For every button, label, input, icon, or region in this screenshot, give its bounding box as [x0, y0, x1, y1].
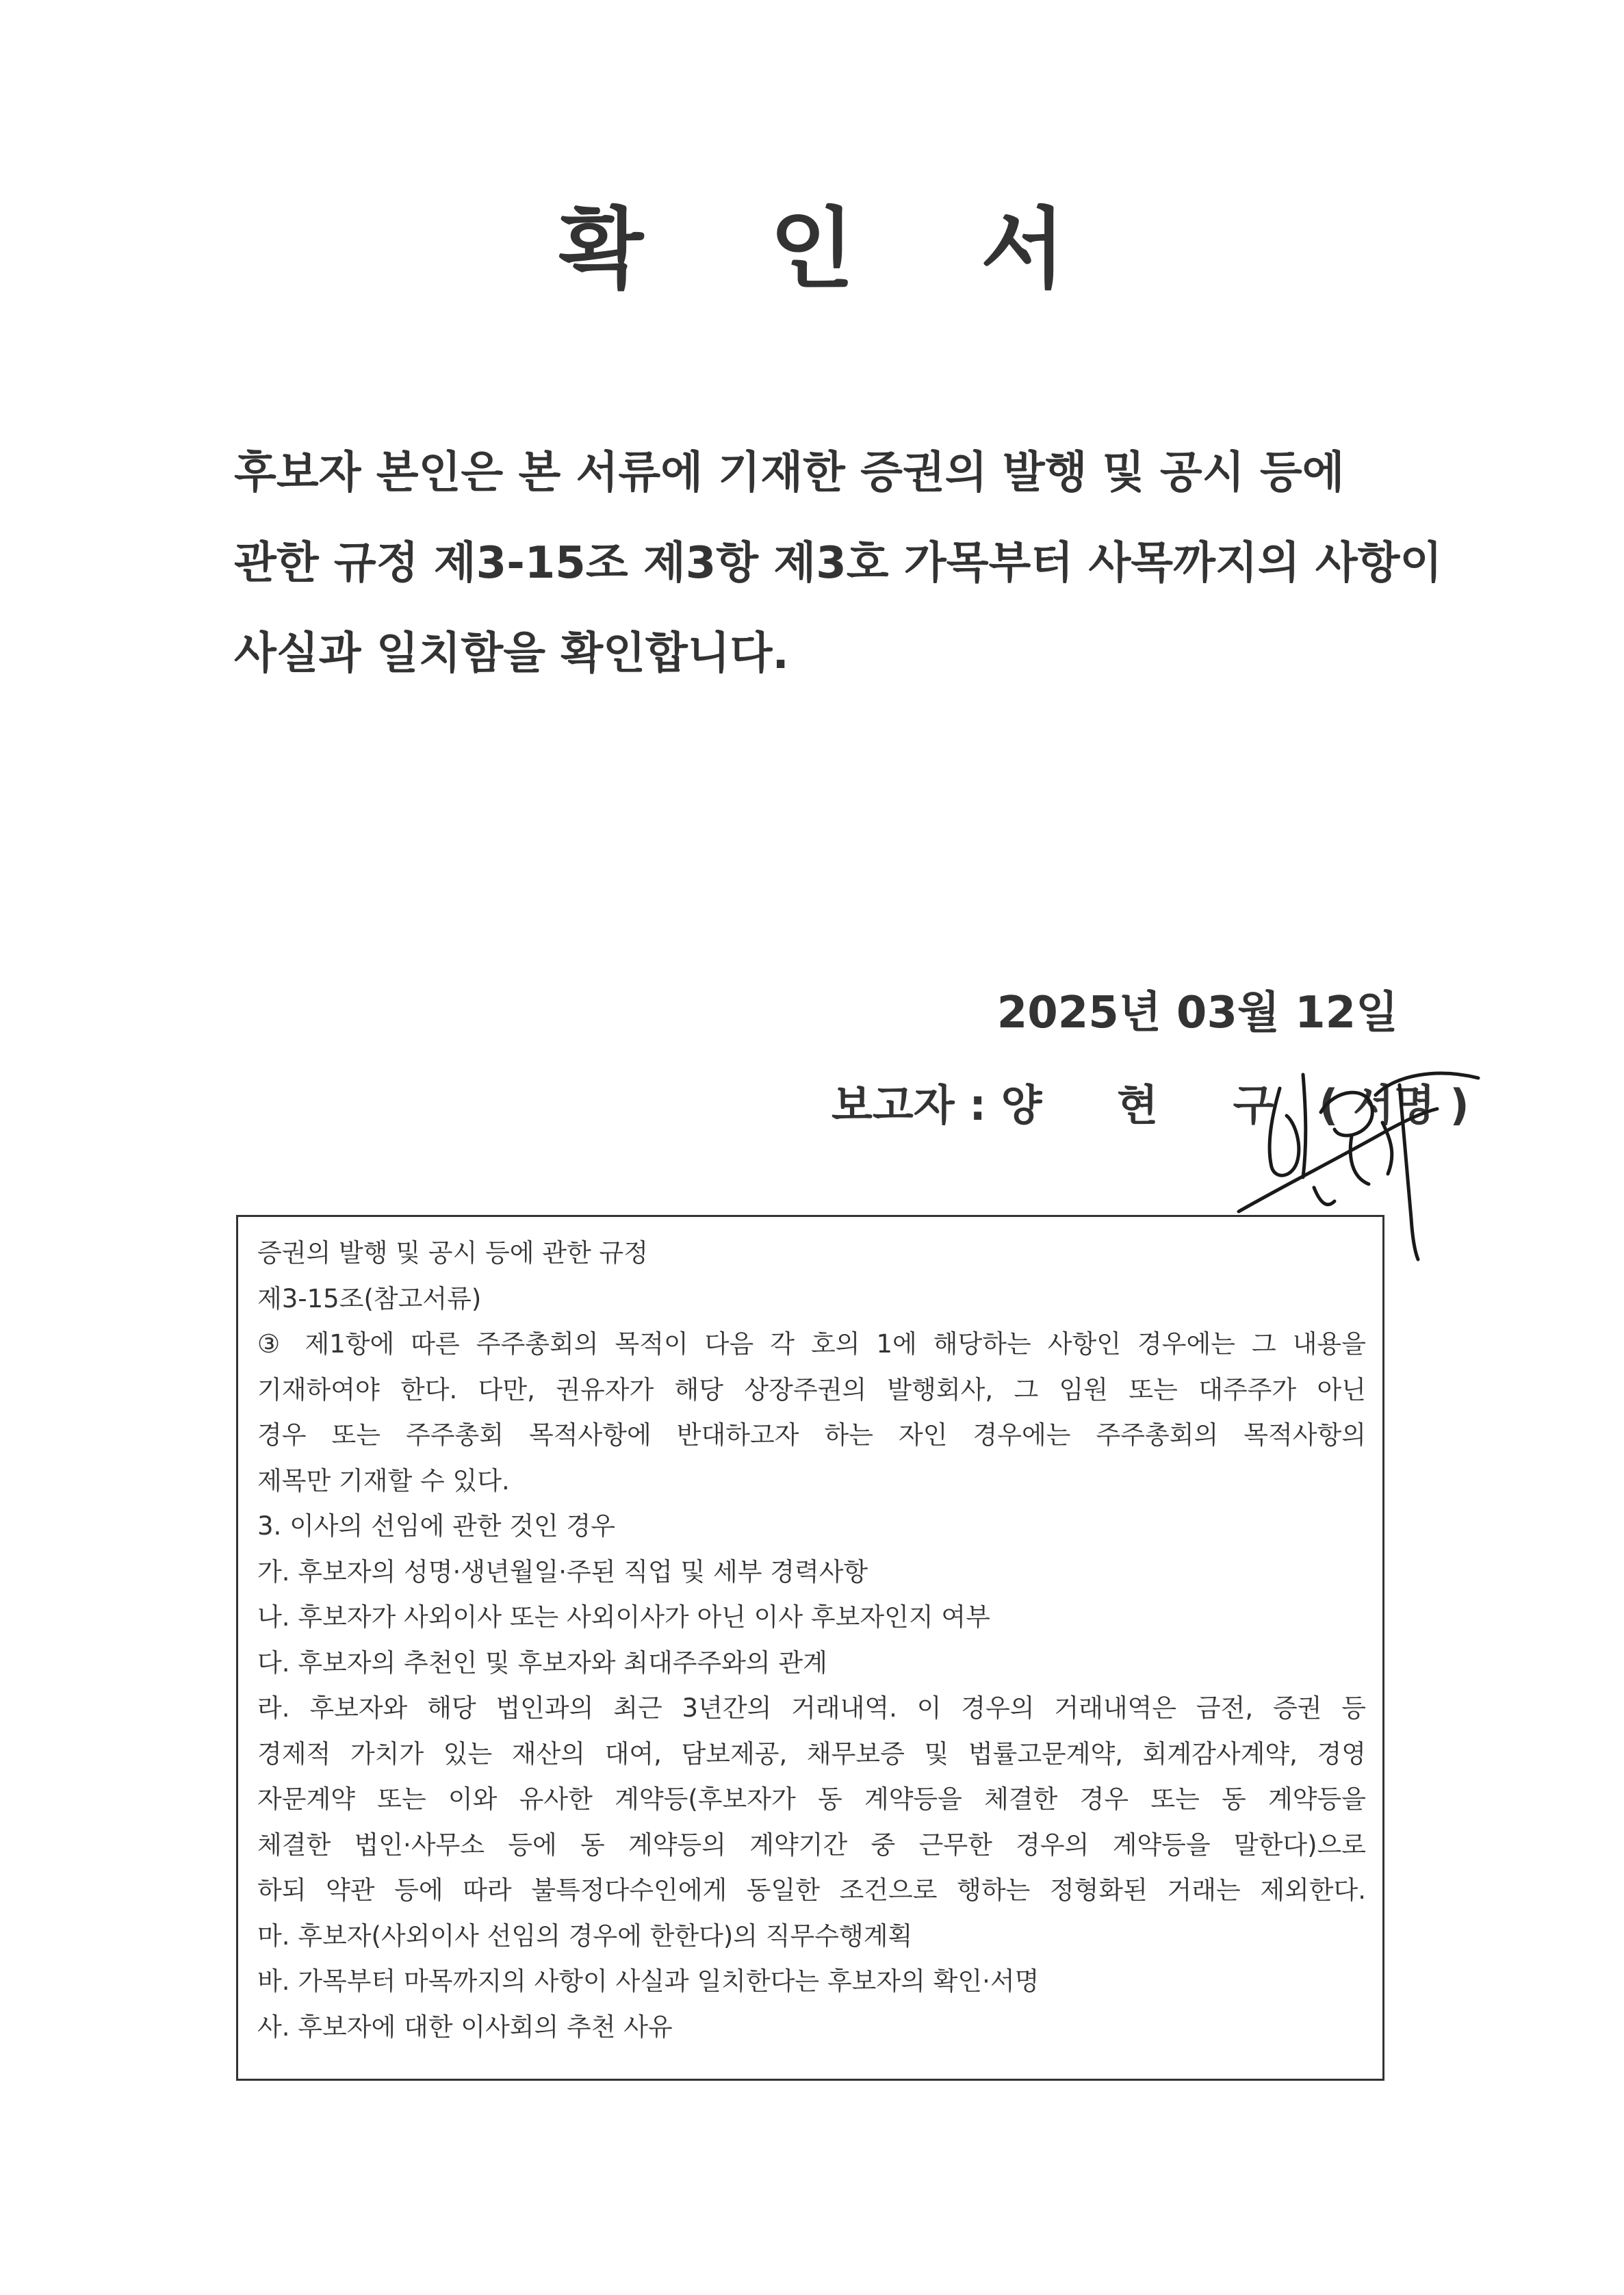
reference-line: 마. 후보자(사외이사 선임의 경우에 한한다)의 직무수행계획: [257, 1921, 913, 1951]
reference-line: 사. 후보자에 대한 이사회의 추천 사유: [257, 2012, 673, 2042]
reference-line: ③ 제1항에 따른 주주총회의 목적이 다음 각 호의 1에 해당하는 사항인 경우에는 그 내용을: [257, 1329, 1366, 1359]
reference-line: 제목만 기재할 수 있다.: [257, 1465, 510, 1496]
statement-line: 사실과 일치함을 확인합니다.: [234, 628, 789, 679]
reference-line: 라. 후보자와 해당 법인과의 최근 3년간의 거래내역. 이 경우의 거래내역은 금전, 증권 등: [257, 1693, 1366, 1723]
statement-line: 관한 규정 제3-15조 제3항 제3호 가목부터 사목까지의 사항이: [234, 538, 1443, 589]
reference-regulation-box: [236, 1215, 1384, 2081]
reference-line: 경우 또는 주주총회 목적사항에 반대하고자 하는 자인 경우에는 주주총회의 목적사항의: [257, 1420, 1366, 1450]
reference-line: 제3-15조(참고서류): [257, 1283, 482, 1313]
reference-line: 가. 후보자의 성명·생년월일·주된 직업 및 세부 경력사항: [257, 1556, 868, 1587]
reference-line: 바. 가목부터 마목까지의 사항이 사실과 일치한다는 후보자의 확인·서명: [257, 1966, 1040, 1996]
document-date: 2025년 03월 12일: [996, 988, 1398, 1038]
reference-line: 자문계약 또는 이와 유사한 계약등(후보자가 동 계약등을 체결한 경우 또는 동 계약등을: [257, 1784, 1366, 1814]
reference-line: 경제적 가치가 있는 재산의 대여, 담보제공, 채무보증 및 법률고문계약, 회계감사계약, 경영: [257, 1739, 1366, 1769]
reference-line: 기재하여야 한다. 다만, 권유자가 해당 상장주권의 발행회사, 그 임원 또는 대주주가 아닌: [257, 1374, 1366, 1405]
reference-line: 나. 후보자가 사외이사 또는 사외이사가 아닌 이사 후보자인지 여부: [257, 1602, 990, 1632]
reporter-name: 양 현 구: [1001, 1080, 1304, 1130]
confirmation-statement: [234, 428, 1443, 699]
reference-line: 3. 이사의 선임에 관한 것인 경우: [257, 1511, 616, 1541]
reference-line: 다. 후보자의 추천인 및 후보자와 최대주주와의 관계: [257, 1647, 827, 1678]
reporter-label: 보고자 :: [832, 1080, 1001, 1130]
document-title: 확 인 서: [558, 198, 1113, 300]
reference-line: 체결한 법인·사무소 등에 동 계약등의 계약기간 중 근무한 경우의 계약등을 말한다)으로: [257, 1830, 1366, 1860]
statement-line: 후보자 본인은 본 서류에 기재한 증권의 발행 및 공시 등에: [234, 448, 1345, 498]
reference-line: 하되 약관 등에 따라 불특정다수인에게 동일한 조건으로 행하는 정형화된 거래는 제외한다.: [257, 1875, 1366, 1905]
signature-note: ( 서명 ): [1304, 1080, 1469, 1130]
reference-line: 증권의 발행 및 공시 등에 관한 규정: [257, 1238, 648, 1268]
